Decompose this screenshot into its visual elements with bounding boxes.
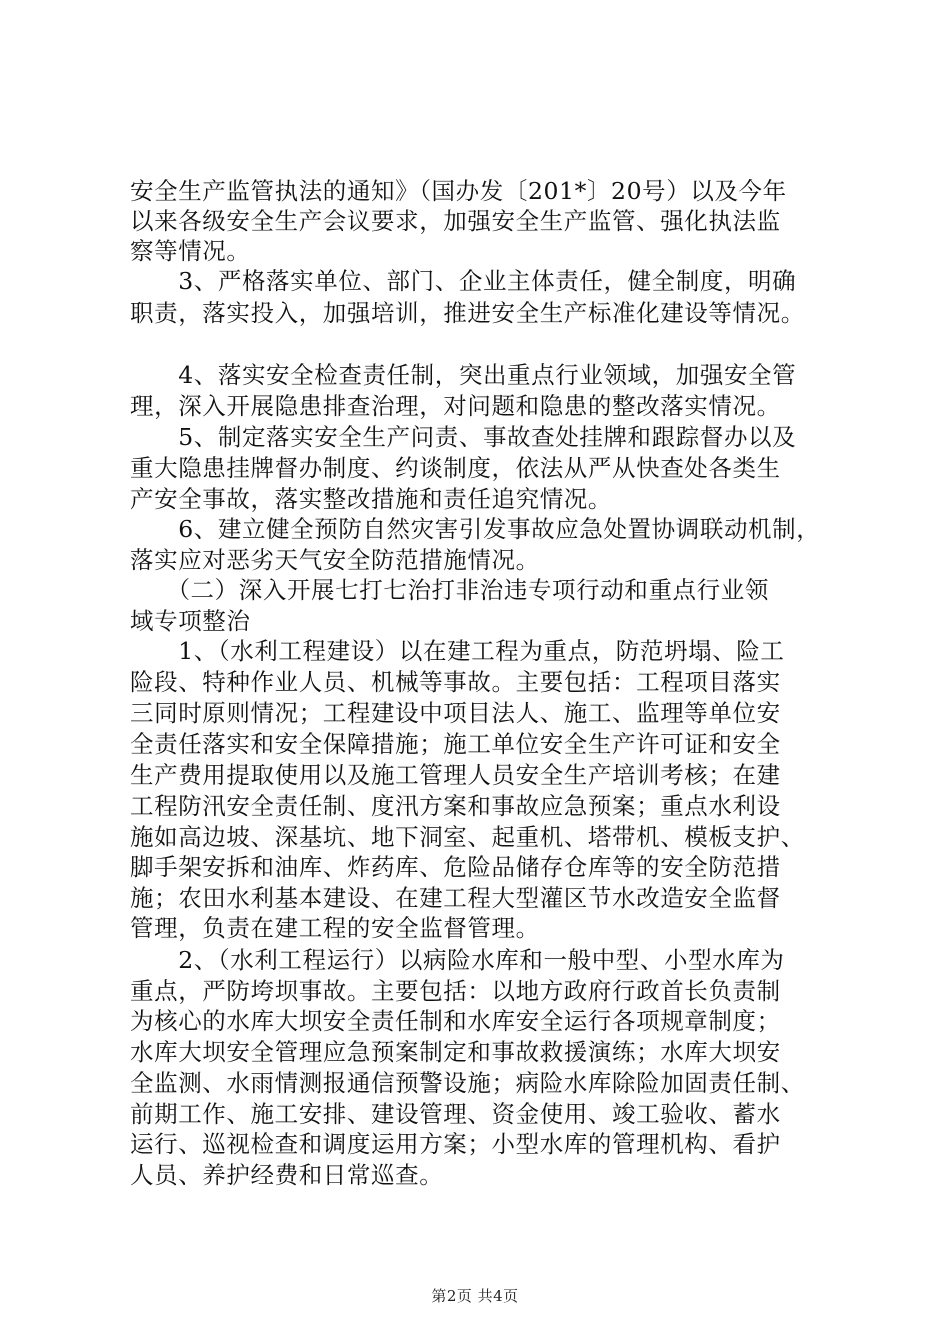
text-line: 险段、特种作业人员、机械等事故。主要包括：工程项目落实	[130, 668, 781, 696]
text-line: 工程防汛安全责任制、度汛方案和事故应急预案；重点水利设	[130, 792, 781, 820]
text-line: 理，深入开展隐患排查治理，对问题和隐患的整改落实情况。	[130, 392, 781, 420]
page-footer: 第2页 共4页	[431, 1287, 519, 1305]
text-line: 产安全事故，落实整改措施和责任追究情况。	[130, 485, 612, 513]
text-line: 全监测、水雨情测报通信预警设施；病险水库除险加固责任制、	[130, 1069, 805, 1097]
text-line: 4、落实安全检查责任制，突出重点行业领域，加强安全管	[130, 361, 797, 389]
text-line: 生产费用提取使用以及施工管理人员安全生产培训考核；在建	[130, 761, 781, 789]
text-line: 全责任落实和安全保障措施；施工单位安全生产许可证和安全	[130, 730, 781, 758]
text-line: 安全生产监管执法的通知》（国办发〔201*〕20号）以及今年	[130, 177, 787, 205]
text-line: 为核心的水库大坝安全责任制和水库安全运行各项规章制度；	[130, 1007, 781, 1035]
text-line: 施；农田水利基本建设、在建工程大型灌区节水改造安全监督	[130, 884, 781, 912]
text-line: 职责，落实投入，加强培训，推进安全生产标准化建设等情况。	[130, 299, 805, 327]
text-line: 以来各级安全生产会议要求，加强安全生产监管、强化执法监	[130, 207, 781, 235]
text-line: 2、（水利工程运行）以病险水库和一般中型、小型水库为	[130, 946, 785, 974]
text-line: 人员、养护经费和日常巡查。	[130, 1161, 444, 1189]
text-line: 运行、巡视检查和调度运用方案；小型水库的管理机构、看护	[130, 1130, 781, 1158]
text-line: 水库大坝安全管理应急预案制定和事故救援演练；水库大坝安	[130, 1038, 781, 1066]
text-line: 脚手架安拆和油库、炸药库、危险品储存仓库等的安全防范措	[130, 853, 781, 881]
text-line: 重点，严防垮坝事故。主要包括：以地方政府行政首长负责制	[130, 977, 781, 1005]
text-line: 管理，负责在建工程的安全监督管理。	[130, 914, 540, 942]
text-line: 5、制定落实安全生产问责、事故查处挂牌和跟踪督办以及	[130, 423, 797, 451]
text-line: 1、（水利工程建设）以在建工程为重点，防范坍塌、险工	[130, 637, 785, 665]
text-line: 前期工作、施工安排、建设管理、资金使用、竣工验收、蓄水	[130, 1100, 781, 1128]
text-line: 3、严格落实单位、部门、企业主体责任，健全制度，明确	[130, 267, 797, 295]
text-line: （二）深入开展七打七治打非治违专项行动和重点行业领	[130, 576, 769, 604]
text-line: 域专项整治	[130, 607, 251, 635]
text-line: 落实应对恶劣天气安全防范措施情况。	[130, 546, 540, 574]
text-line: 三同时原则情况；工程建设中项目法人、施工、监理等单位安	[130, 699, 781, 727]
text-line: 施如高边坡、深基坑、地下洞室、起重机、塔带机、模板支护、	[130, 823, 805, 851]
text-line: 察等情况。	[130, 237, 251, 265]
text-line: 6、建立健全预防自然灾害引发事故应急处置协调联动机制，	[130, 515, 821, 543]
text-line: 重大隐患挂牌督办制度、约谈制度，依法从严从快查处各类生	[130, 454, 781, 482]
